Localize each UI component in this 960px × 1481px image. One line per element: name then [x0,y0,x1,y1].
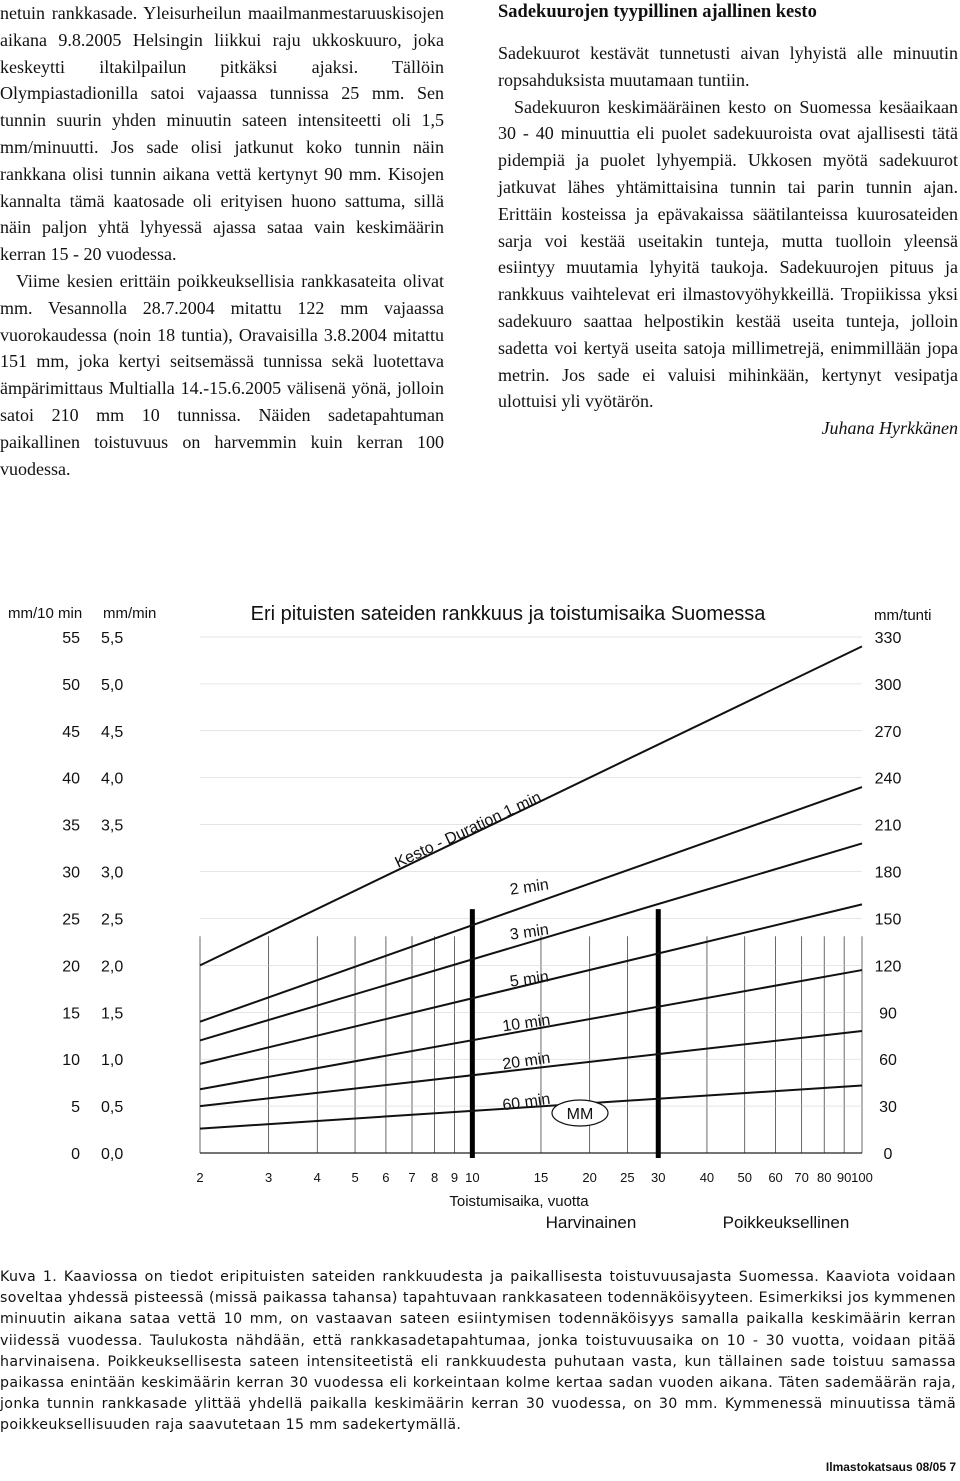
y-tick-label: 0,5 [101,1099,124,1117]
x-tick-label: 9 [450,1170,459,1185]
y-tick-label: 270 [874,723,902,741]
y-tick-label: 300 [874,676,902,694]
y-tick-label: 5,5 [101,630,124,647]
y-tick-label: 4,5 [101,723,124,741]
y-tick-label: 2,0 [101,958,124,976]
x-tick-label: 15 [533,1170,549,1185]
chart-labels [8,603,932,1232]
series-label: 2 min [508,876,550,899]
x-tick-label: 3 [264,1170,273,1185]
y-tick-label: 55 [62,630,80,647]
y-tick-label: 60 [879,1052,897,1070]
series-label: Kesto - Duration 1 min [392,788,544,872]
x-tick-label: 10 [465,1170,480,1185]
series-label: 20 min [501,1049,552,1074]
y-tick-label: 5 [71,1099,80,1117]
y-tick-label: 20 [62,958,80,976]
series-label: 60 min [501,1090,552,1115]
x-tick-label: 70 [794,1170,809,1185]
y-axis-unit-left: mm/10 min [8,605,83,622]
x-tick-label: 50 [737,1170,752,1185]
threshold-label: Harvinainen [545,1213,637,1232]
y-tick-label: 2,5 [101,911,124,929]
y-tick-label: 3,0 [101,864,124,882]
y-tick-label: 0 [883,1146,893,1163]
x-tick-label: 20 [582,1170,597,1185]
y-tick-label: 40 [62,770,80,788]
y-tick-label: 4,0 [101,770,124,788]
x-tick-label: 80 [817,1170,832,1185]
y-tick-label: 25 [62,911,80,929]
y-tick-label: 15 [62,1005,80,1023]
left-paragraph-1: netuin rankkasade. Yleisurheilun maailmanmestaruuskisojen aikana 9.8.2005 Helsingin liikkui raju ukkoskuuro, joka keskeytti iltakilpailun pitkäksi ajaksi. Tällöin Olympiastadionilla satoi vajaassa tunnissa 25 mm. Sen tunnin suurin yhden minuutin sateen intensiteetti oli 1,5 mm/minuutti. Jos sade olisi jatkunut koko tunnin näin rankkana olisi tunnin aikana vettä kertynyt 90 mm. Kisojen kannalta tämä kaatosade oli erityisen huono sattuma, sillä näin paljon yhtä lyhyessä ajassa sataa vain keskimäärin kerran 15 - 20 vuodessa. [0,3,444,265]
series-label: 10 min [501,1011,552,1036]
author-signature: Juhana Hyrkkänen [821,418,958,439]
y-tick-label: 45 [62,723,80,741]
x-tick-label: 7 [408,1170,416,1185]
left-text-column [0,0,444,482]
page-footer: Ilmastokatsaus 08/05 7 [825,1460,956,1474]
x-tick-label: 2 [196,1170,204,1185]
y-tick-label: 240 [874,770,902,788]
x-tick-label: 30 [651,1170,666,1185]
y-tick-label: 150 [874,911,902,929]
x-tick-label: 60 [768,1170,783,1185]
chart-title: Eri pituisten sateiden rankkuus ja toistumisaika Suomessa [250,603,766,625]
y-tick-label: 1,5 [101,1005,124,1023]
right-paragraph-2: Sadekuuron keskimääräinen kesto on Suomessa kesäaikaan 30 - 40 minuuttia eli puolet sadekuuroista ovat ajallisesti tätä pidempiä ja puolet lyhyempiä. Ukkosen myötä sadekuurot jatkuvat lähes yhtämittaisina tunnin tai parin tunnin ajan. Erittäin kosteissa ja epävakaissa säätilanteissa kuurosateiden sarja voi kestää useitakin tunteja, mutta tuolloin yleensä esiintyy muutamia lyhyitä taukoja. Sadekuurojen pituus ja rankkuus vaihtelevat eri ilmastovyöhykkeillä. Tropiikissa yksi sadekuuro saattaa helpostikin kestää useita tunteja, jolloin sadetta voi kertyä useita satoja millimetrejä, enimmillään jopa metrin. Jos sade ei valuisi mihinkään, kertynyt vesipatja ulottuisi yli vyötärön. [498,96,958,412]
y-tick-label: 10 [62,1052,80,1070]
series-label: 5 min [508,968,550,991]
x-tick-label: 5 [351,1170,359,1185]
y-tick-label: 90 [879,1005,897,1023]
y-tick-label: 30 [62,864,80,882]
section-heading: Sadekuurojen tyypillinen ajallinen kesto [498,2,817,22]
series-label: 3 min [508,921,550,944]
chart-series-lines [200,646,862,1158]
y-tick-label: 0 [71,1146,80,1163]
x-tick-label: 4 [313,1170,321,1185]
y-tick-label: 180 [874,864,902,882]
right-paragraph-1: Sadekuurot kestävät tunnetusti aivan lyhyistä alle minuutin ropsahduksista muutamaan tuntiin. [498,43,958,90]
y-axis-unit-middle: mm/min [103,605,157,622]
y-tick-label: 35 [62,817,80,835]
series-line [200,843,862,1040]
right-text-column [498,0,958,442]
y-tick-label: 0,0 [101,1146,124,1163]
figure-caption: Kuva 1. Kaaviossa on tiedot eripituisten sateiden rankkuudesta ja paikallisesta toistuvuusajasta Suomessa. Kaaviota voidaan soveltaa yhdessä pisteessä (missä paikassa tahansa) tapahtuvaan rankkasateen todennäköisyyteen. Esimerkiksi jos kymmenen minuutin aikana sataa vettä 10 mm, on vastaavan sateen esiintymisen todennäköisyys samalla paikalla keskimäärin kerran viidessä vuodessa. Taulukosta nähdään, että rankkasadetapahtumaa, jonka toistuvuusaika on 10 - 30 vuotta, voidaan pitää harvinaisena. Poikkeuksellisesta sateen intensiteetistä eli rankkuudesta puhutaan vasta, kun tällainen sade toistuu samassa paikassa enintään keskimäärin kerran 30 vuodessa eli korkeintaan kolme kertaa sadan vuoden aikana. Täten sademäärän raja, jonka tunnin rankkasade ylittää yhdellä paikalla keskimäärin kerran 30 vuodessa, on 30 mm. Kymmenessä minuutissa tämä poikkeuksellisuuden raja saavutetaan 15 mm sadekertymällä. [0,1269,956,1434]
y-tick-label: 30 [879,1099,897,1117]
y-tick-label: 1,0 [101,1052,124,1070]
y-tick-label: 3,5 [101,817,124,835]
x-tick-label: 90 [836,1170,852,1185]
x-tick-label: 40 [699,1170,715,1185]
x-axis-label: Toistumisaika, vuotta [449,1193,589,1210]
y-axis-unit-right: mm/tunti [874,607,932,624]
y-tick-label: 210 [874,817,902,835]
mm-annotation-label: MM [566,1106,594,1123]
y-tick-label: 50 [62,676,80,694]
x-tick-label: 25 [620,1170,635,1185]
x-tick-label: 100 [851,1170,873,1185]
x-tick-label: 6 [382,1170,390,1185]
y-tick-label: 330 [874,630,902,647]
rainfall-intensity-chart [0,590,960,1240]
y-tick-label: 120 [874,958,902,976]
threshold-label: Poikkeuksellinen [722,1213,850,1232]
y-tick-label: 5,0 [101,676,124,694]
x-tick-label: 8 [430,1170,439,1185]
left-paragraph-2: Viime kesien erittäin poikkeuksellisia rankkasateita olivat mm. Vesannolla 28.7.2004 mitattu 122 mm vajaassa vuorokaudessa (noin 18 tuntia), Oravaisilla 3.8.2004 mitattu 151 mm, joka kertyi seitsemässä tunnissa sekä luotettava ämpärimittaus Multialla 14.-15.6.2005 välisenä yönä, jolloin satoi 210 mm 10 tunnissa. Näiden sadetapahtuman paikallinen toistuvuus on harvemmin kuin kerran 100 vuodessa. [0,270,444,479]
